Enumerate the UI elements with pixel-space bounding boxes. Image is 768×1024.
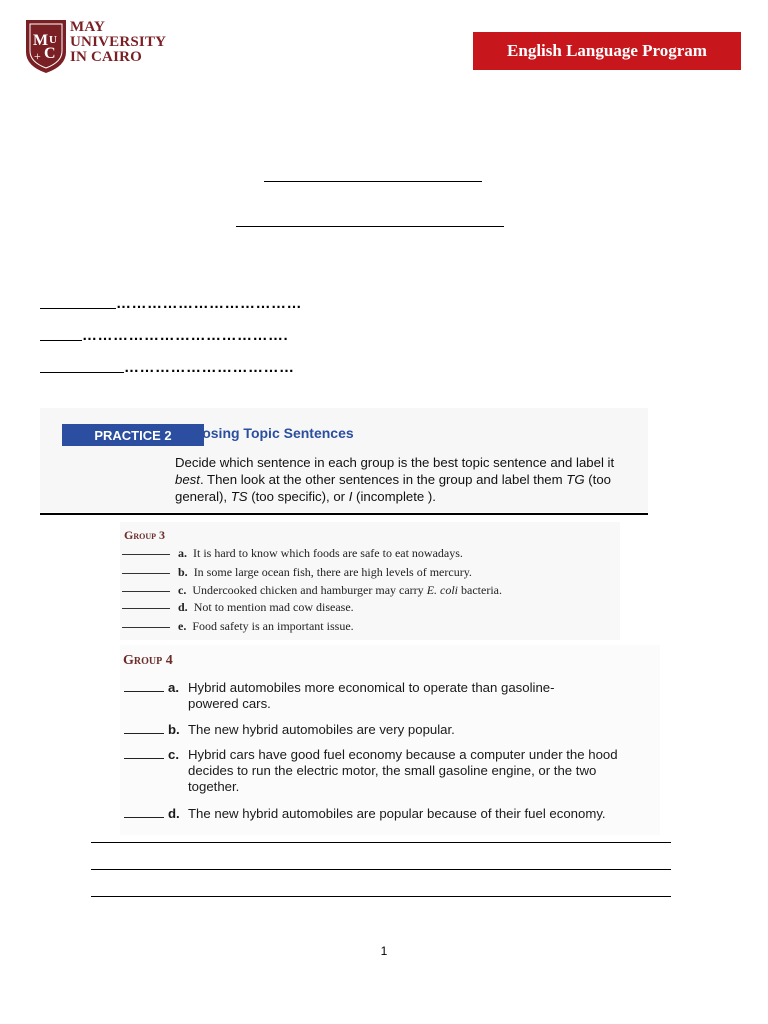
answer-blank[interactable] (122, 627, 170, 628)
info-blank-3 (40, 372, 124, 374)
svg-text:+: + (34, 49, 41, 63)
practice-divider (40, 513, 648, 515)
writing-line-1[interactable] (91, 842, 671, 843)
answer-blank[interactable] (124, 817, 164, 818)
group-3-item-a: a. It is hard to know which foods are safe to eat nowadays. (122, 545, 463, 561)
shield-emblem-icon (24, 18, 68, 74)
group-4-heading: Group 4 (123, 653, 173, 668)
writing-line-3[interactable] (91, 896, 671, 897)
info-row-2 (40, 324, 400, 344)
group-3-item-d: d. Not to mention mad cow disease. (122, 599, 354, 615)
group-4-item-b: b. The new hybrid automobiles are very popular. (124, 722, 660, 740)
info-row-1 (40, 292, 400, 312)
program-badge: English Language Program (473, 32, 741, 70)
answer-blank[interactable] (124, 691, 164, 692)
info-blank-1 (40, 308, 116, 310)
group-4-item-d: d. The new hybrid automobiles are popular because of their fuel economy. (124, 806, 660, 824)
svg-text:U: U (49, 34, 57, 46)
practice-title: Choosing Topic Sentences (175, 425, 354, 441)
practice-header-box (40, 408, 648, 512)
answer-blank[interactable] (122, 591, 170, 592)
info-dots-1: ……………………………… (116, 295, 302, 312)
answer-blank[interactable] (124, 758, 164, 759)
group-3-heading: Group 3 (124, 528, 165, 542)
info-blank-2 (40, 340, 82, 342)
subtitle-blank-line (236, 226, 504, 227)
answer-blank[interactable] (122, 554, 170, 555)
practice-tag: PRACTICE 2 (62, 424, 204, 446)
writing-line-2[interactable] (91, 869, 671, 870)
group-3-item-c: c. Undercooked chicken and hamburger may carry E. coli bacteria. (122, 582, 502, 598)
logo-line-2: UNIVERSITY (70, 34, 167, 50)
title-blank-line (264, 181, 482, 182)
group-3-item-b: b. In some large ocean fish, there are high levels of mercury. (122, 564, 472, 580)
group-3 (120, 522, 620, 640)
logo-line-3: IN CAIRO (70, 49, 143, 65)
group-4-item-a: a. Hybrid automobiles more economical to operate than gasoline-powered cars. (124, 680, 660, 714)
practice-instructions: Decide which sentence in each group is the best topic sentence and label it best. Then look at the other sentences in the group and label them TG (too general), TS (too specific), or I (incomplete ). (175, 455, 615, 504)
page-number: 1 (380, 944, 388, 958)
logo-line-1: MAY (70, 19, 106, 35)
group-3-item-e: e. Food safety is an important issue. (122, 618, 354, 634)
answer-blank[interactable] (124, 733, 164, 734)
svg-text:C: C (44, 45, 56, 62)
svg-text:M: M (33, 32, 49, 49)
answer-blank[interactable] (122, 608, 170, 609)
info-dots-3: …………………………… (124, 359, 295, 376)
logo-wordmark (70, 20, 166, 65)
answer-blank[interactable] (122, 573, 170, 574)
info-row-3 (40, 356, 400, 376)
university-logo (24, 18, 174, 76)
group-4 (120, 645, 660, 835)
group-4-item-c: c. Hybrid cars have good fuel economy because a computer under the hood decides to run the electric motor, the small gasoline engine, or the two together. (124, 747, 660, 797)
info-dots-2: …………………………………. (82, 327, 289, 344)
